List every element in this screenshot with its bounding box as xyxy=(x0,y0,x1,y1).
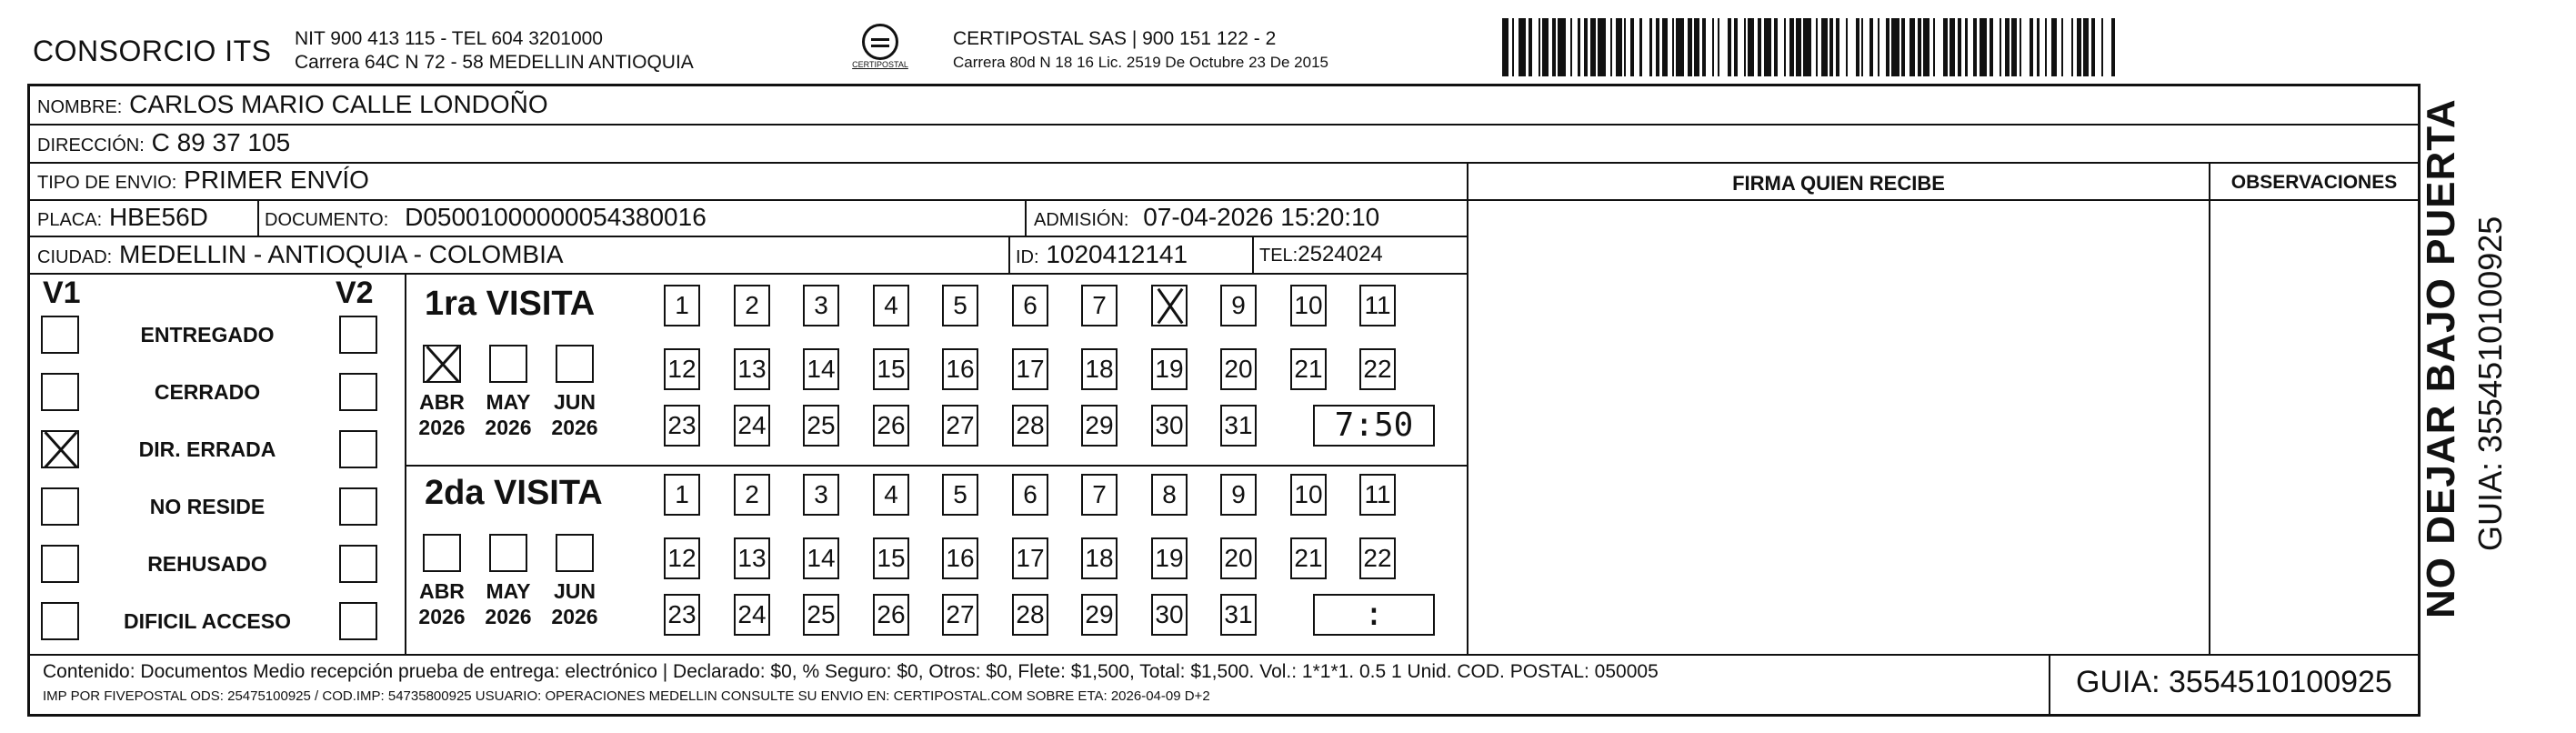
tel-value: 2524024 xyxy=(1298,242,1383,266)
visit-time[interactable]: : xyxy=(1313,594,1435,636)
month-label xyxy=(547,389,602,440)
day-box[interactable]: 16 xyxy=(942,537,978,579)
visita-1-title: 1ra VISITA xyxy=(425,285,596,323)
direccion-field xyxy=(37,128,290,157)
placa-value: HBE56D xyxy=(108,203,208,231)
delivery-form xyxy=(27,84,2421,717)
month-label xyxy=(415,578,469,629)
day-box[interactable]: 22 xyxy=(1359,537,1396,579)
v2-checkbox[interactable] xyxy=(339,487,377,526)
day-box[interactable]: 6 xyxy=(1012,474,1048,516)
day-box[interactable]: 27 xyxy=(942,405,978,447)
v1-checkbox[interactable] xyxy=(41,373,79,411)
direccion-value: C 89 37 105 xyxy=(151,128,291,156)
month-name: ABR xyxy=(419,579,465,603)
day-box[interactable]: 28 xyxy=(1012,594,1048,636)
day-box[interactable]: 31 xyxy=(1220,594,1257,636)
day-box[interactable]: 26 xyxy=(873,405,909,447)
day-box[interactable]: 30 xyxy=(1151,594,1188,636)
motivo-label: CERRADO xyxy=(154,380,261,404)
day-box[interactable]: 3 xyxy=(803,474,839,516)
courier-line-2: Carrera 80d N 18 16 Lic. 2519 De Octubre 23 De 2015 xyxy=(953,54,1328,71)
tipo-envio-value: PRIMER ENVÍO xyxy=(184,166,369,194)
ciudad-label: CIUDAD: xyxy=(37,247,113,267)
day-box[interactable]: 13 xyxy=(734,348,770,390)
address-line: Carrera 64C N 72 - 58 MEDELLIN ANTIOQUIA xyxy=(295,52,694,73)
v2-checkbox[interactable] xyxy=(339,430,377,468)
month-year: 2026 xyxy=(551,416,598,439)
day-box[interactable]: 20 xyxy=(1220,537,1257,579)
day-box[interactable]: 14 xyxy=(803,348,839,390)
v1-checkbox[interactable] xyxy=(41,545,79,583)
id-value: 1020412141 xyxy=(1046,240,1188,268)
day-box[interactable]: 3 xyxy=(803,285,839,326)
v2-checkbox[interactable] xyxy=(339,373,377,411)
v2-checkbox[interactable] xyxy=(339,545,377,583)
v1-checkbox[interactable] xyxy=(41,430,79,468)
logo-icon xyxy=(862,24,898,60)
barcode xyxy=(1502,18,2228,76)
tel-label: TEL: xyxy=(1259,246,1298,266)
day-box[interactable]: 14 xyxy=(803,537,839,579)
day-box[interactable]: 19 xyxy=(1151,537,1188,579)
day-box[interactable]: 25 xyxy=(803,594,839,636)
company-name: CONSORCIO ITS xyxy=(33,35,272,67)
day-box[interactable]: 23 xyxy=(664,405,700,447)
documento-value: D05001000000054380016 xyxy=(405,203,707,231)
day-box[interactable]: 10 xyxy=(1290,285,1327,326)
month-year: 2026 xyxy=(418,605,466,628)
nombre-label: NOMBRE: xyxy=(37,97,123,117)
day-box[interactable]: 12 xyxy=(664,537,700,579)
month-label xyxy=(481,389,536,440)
day-box[interactable]: 5 xyxy=(942,285,978,326)
day-box[interactable]: 2 xyxy=(734,474,770,516)
day-box[interactable]: 4 xyxy=(873,285,909,326)
day-box[interactable]: 27 xyxy=(942,594,978,636)
footer-imp: IMP POR FIVEPOSTAL ODS: 25475100925 / COD.IMP: 54735800925 USUARIO: OPERACIONES MEDELLIN CONSULTE SU ENVIO EN: CERTIPOSTAL.COM SOBRE ETA: 2026-04-09 D+2 xyxy=(43,688,1210,704)
day-box[interactable]: 13 xyxy=(734,537,770,579)
day-box[interactable]: 19 xyxy=(1151,348,1188,390)
company-info xyxy=(295,27,694,75)
firma-header: FIRMA QUIEN RECIBE xyxy=(1732,172,1945,195)
month-year: 2026 xyxy=(551,605,598,628)
month-name: JUN xyxy=(553,390,596,414)
month-label xyxy=(547,578,602,629)
tel-field xyxy=(1259,242,1383,267)
courier-info xyxy=(953,27,1328,75)
ciudad-field xyxy=(37,240,564,269)
admision-value: 07-04-2026 15:20:10 xyxy=(1143,203,1380,231)
motivo-label: DIR. ERRADA xyxy=(138,437,276,461)
day-box[interactable]: 4 xyxy=(873,474,909,516)
month-checkbox[interactable] xyxy=(423,345,461,383)
id-field xyxy=(1016,240,1188,269)
day-box[interactable]: 11 xyxy=(1359,285,1396,326)
day-box[interactable]: 12 xyxy=(664,348,700,390)
v2-header: V2 xyxy=(336,276,374,310)
month-year: 2026 xyxy=(485,416,532,439)
month-checkbox[interactable] xyxy=(489,534,527,572)
day-box[interactable]: 29 xyxy=(1081,405,1118,447)
month-checkbox[interactable] xyxy=(423,534,461,572)
day-box[interactable]: 18 xyxy=(1081,537,1118,579)
certipostal-logo xyxy=(835,24,926,69)
admision-field xyxy=(1034,203,1379,232)
visit-time[interactable]: 7:50 xyxy=(1313,405,1435,447)
day-box[interactable]: 10 xyxy=(1290,474,1327,516)
month-year: 2026 xyxy=(418,416,466,439)
day-box[interactable]: 22 xyxy=(1359,348,1396,390)
day-box[interactable]: 21 xyxy=(1290,348,1327,390)
day-box[interactable]: 5 xyxy=(942,474,978,516)
day-box[interactable]: 6 xyxy=(1012,285,1048,326)
day-box[interactable]: 7 xyxy=(1081,285,1118,326)
motivo-label: REHUSADO xyxy=(147,552,267,576)
day-box[interactable]: 31 xyxy=(1220,405,1257,447)
day-box[interactable]: 8 xyxy=(1151,474,1188,516)
visita-2-title: 2da VISITA xyxy=(425,474,603,512)
footer-content: Contenido: Documentos Medio recepción prueba de entrega: electrónico | Declarado: $0, % Seguro: $0, Otros: $0, Flete: $1,500, Total: $1,500. Vol.: 1*1*1. 0.5 1 Unid. COD. POSTAL: 050005 xyxy=(43,661,1659,682)
day-box[interactable]: 18 xyxy=(1081,348,1118,390)
day-box[interactable]: 23 xyxy=(664,594,700,636)
day-box[interactable]: 21 xyxy=(1290,537,1327,579)
observaciones-header: OBSERVACIONES xyxy=(2230,172,2398,193)
admision-label: ADMISIÓN: xyxy=(1034,210,1129,230)
day-box[interactable]: 24 xyxy=(734,594,770,636)
month-name: MAY xyxy=(486,579,531,603)
month-label xyxy=(481,578,536,629)
v1-checkbox[interactable] xyxy=(41,487,79,526)
day-box[interactable]: 28 xyxy=(1012,405,1048,447)
month-checkbox[interactable] xyxy=(489,345,527,383)
motivo-label: ENTREGADO xyxy=(140,323,275,346)
motivo-label: NO RESIDE xyxy=(149,495,266,518)
month-name: JUN xyxy=(553,579,596,603)
day-box[interactable]: 26 xyxy=(873,594,909,636)
tipo-envio-label: TIPO DE ENVIO: xyxy=(37,173,177,193)
v1-checkbox[interactable] xyxy=(41,602,79,640)
month-checkbox[interactable] xyxy=(556,534,594,572)
day-box[interactable]: 24 xyxy=(734,405,770,447)
day-box[interactable]: 11 xyxy=(1359,474,1396,516)
placa-label: PLACA: xyxy=(37,210,103,230)
v2-checkbox[interactable] xyxy=(339,602,377,640)
day-box[interactable]: 15 xyxy=(873,537,909,579)
side-warning: NO DEJAR BAJO PUERTA xyxy=(2419,98,2463,618)
day-box[interactable]: 15 xyxy=(873,348,909,390)
day-box[interactable]: 30 xyxy=(1151,405,1188,447)
day-box[interactable]: 1 xyxy=(664,474,700,516)
day-box[interactable]: 25 xyxy=(803,405,839,447)
day-box[interactable]: 17 xyxy=(1012,537,1048,579)
documento-field xyxy=(265,203,707,232)
day-box[interactable]: 16 xyxy=(942,348,978,390)
placa-field xyxy=(37,203,208,232)
day-box[interactable]: 9 xyxy=(1220,285,1257,326)
courier-line-1: CERTIPOSTAL SAS | 900 151 122 - 2 xyxy=(953,28,1277,49)
day-box[interactable]: 9 xyxy=(1220,474,1257,516)
tipo-envio-field xyxy=(37,166,369,195)
month-name: ABR xyxy=(419,390,465,414)
month-name: MAY xyxy=(486,390,531,414)
documento-label: DOCUMENTO: xyxy=(265,210,389,230)
v1-header: V1 xyxy=(43,276,81,310)
nombre-value: CARLOS MARIO CALLE LONDOÑO xyxy=(129,90,548,118)
day-box[interactable]: 7 xyxy=(1081,474,1118,516)
id-label: ID: xyxy=(1016,247,1039,267)
month-checkbox[interactable] xyxy=(556,345,594,383)
motivo-label: DIFICIL ACCESO xyxy=(123,609,291,633)
ciudad-value: MEDELLIN - ANTIOQUIA - COLOMBIA xyxy=(119,240,564,268)
day-box[interactable] xyxy=(1151,285,1188,326)
logo-text: CERTIPOSTAL xyxy=(852,60,908,69)
side-guia: GUIA: 3554510100925 xyxy=(2471,216,2509,551)
day-box[interactable]: 20 xyxy=(1220,348,1257,390)
day-box[interactable]: 2 xyxy=(734,285,770,326)
v2-checkbox[interactable] xyxy=(339,316,377,354)
month-year: 2026 xyxy=(485,605,532,628)
nit-line: NIT 900 413 115 - TEL 604 3201000 xyxy=(295,28,603,49)
nombre-field xyxy=(37,90,548,119)
day-box[interactable]: 1 xyxy=(664,285,700,326)
day-box[interactable]: 17 xyxy=(1012,348,1048,390)
guia-footer: GUIA: 3554510100925 xyxy=(2076,665,2392,699)
v1-checkbox[interactable] xyxy=(41,316,79,354)
month-label xyxy=(415,389,469,440)
day-box[interactable]: 29 xyxy=(1081,594,1118,636)
direccion-label: DIRECCIÓN: xyxy=(37,136,145,156)
